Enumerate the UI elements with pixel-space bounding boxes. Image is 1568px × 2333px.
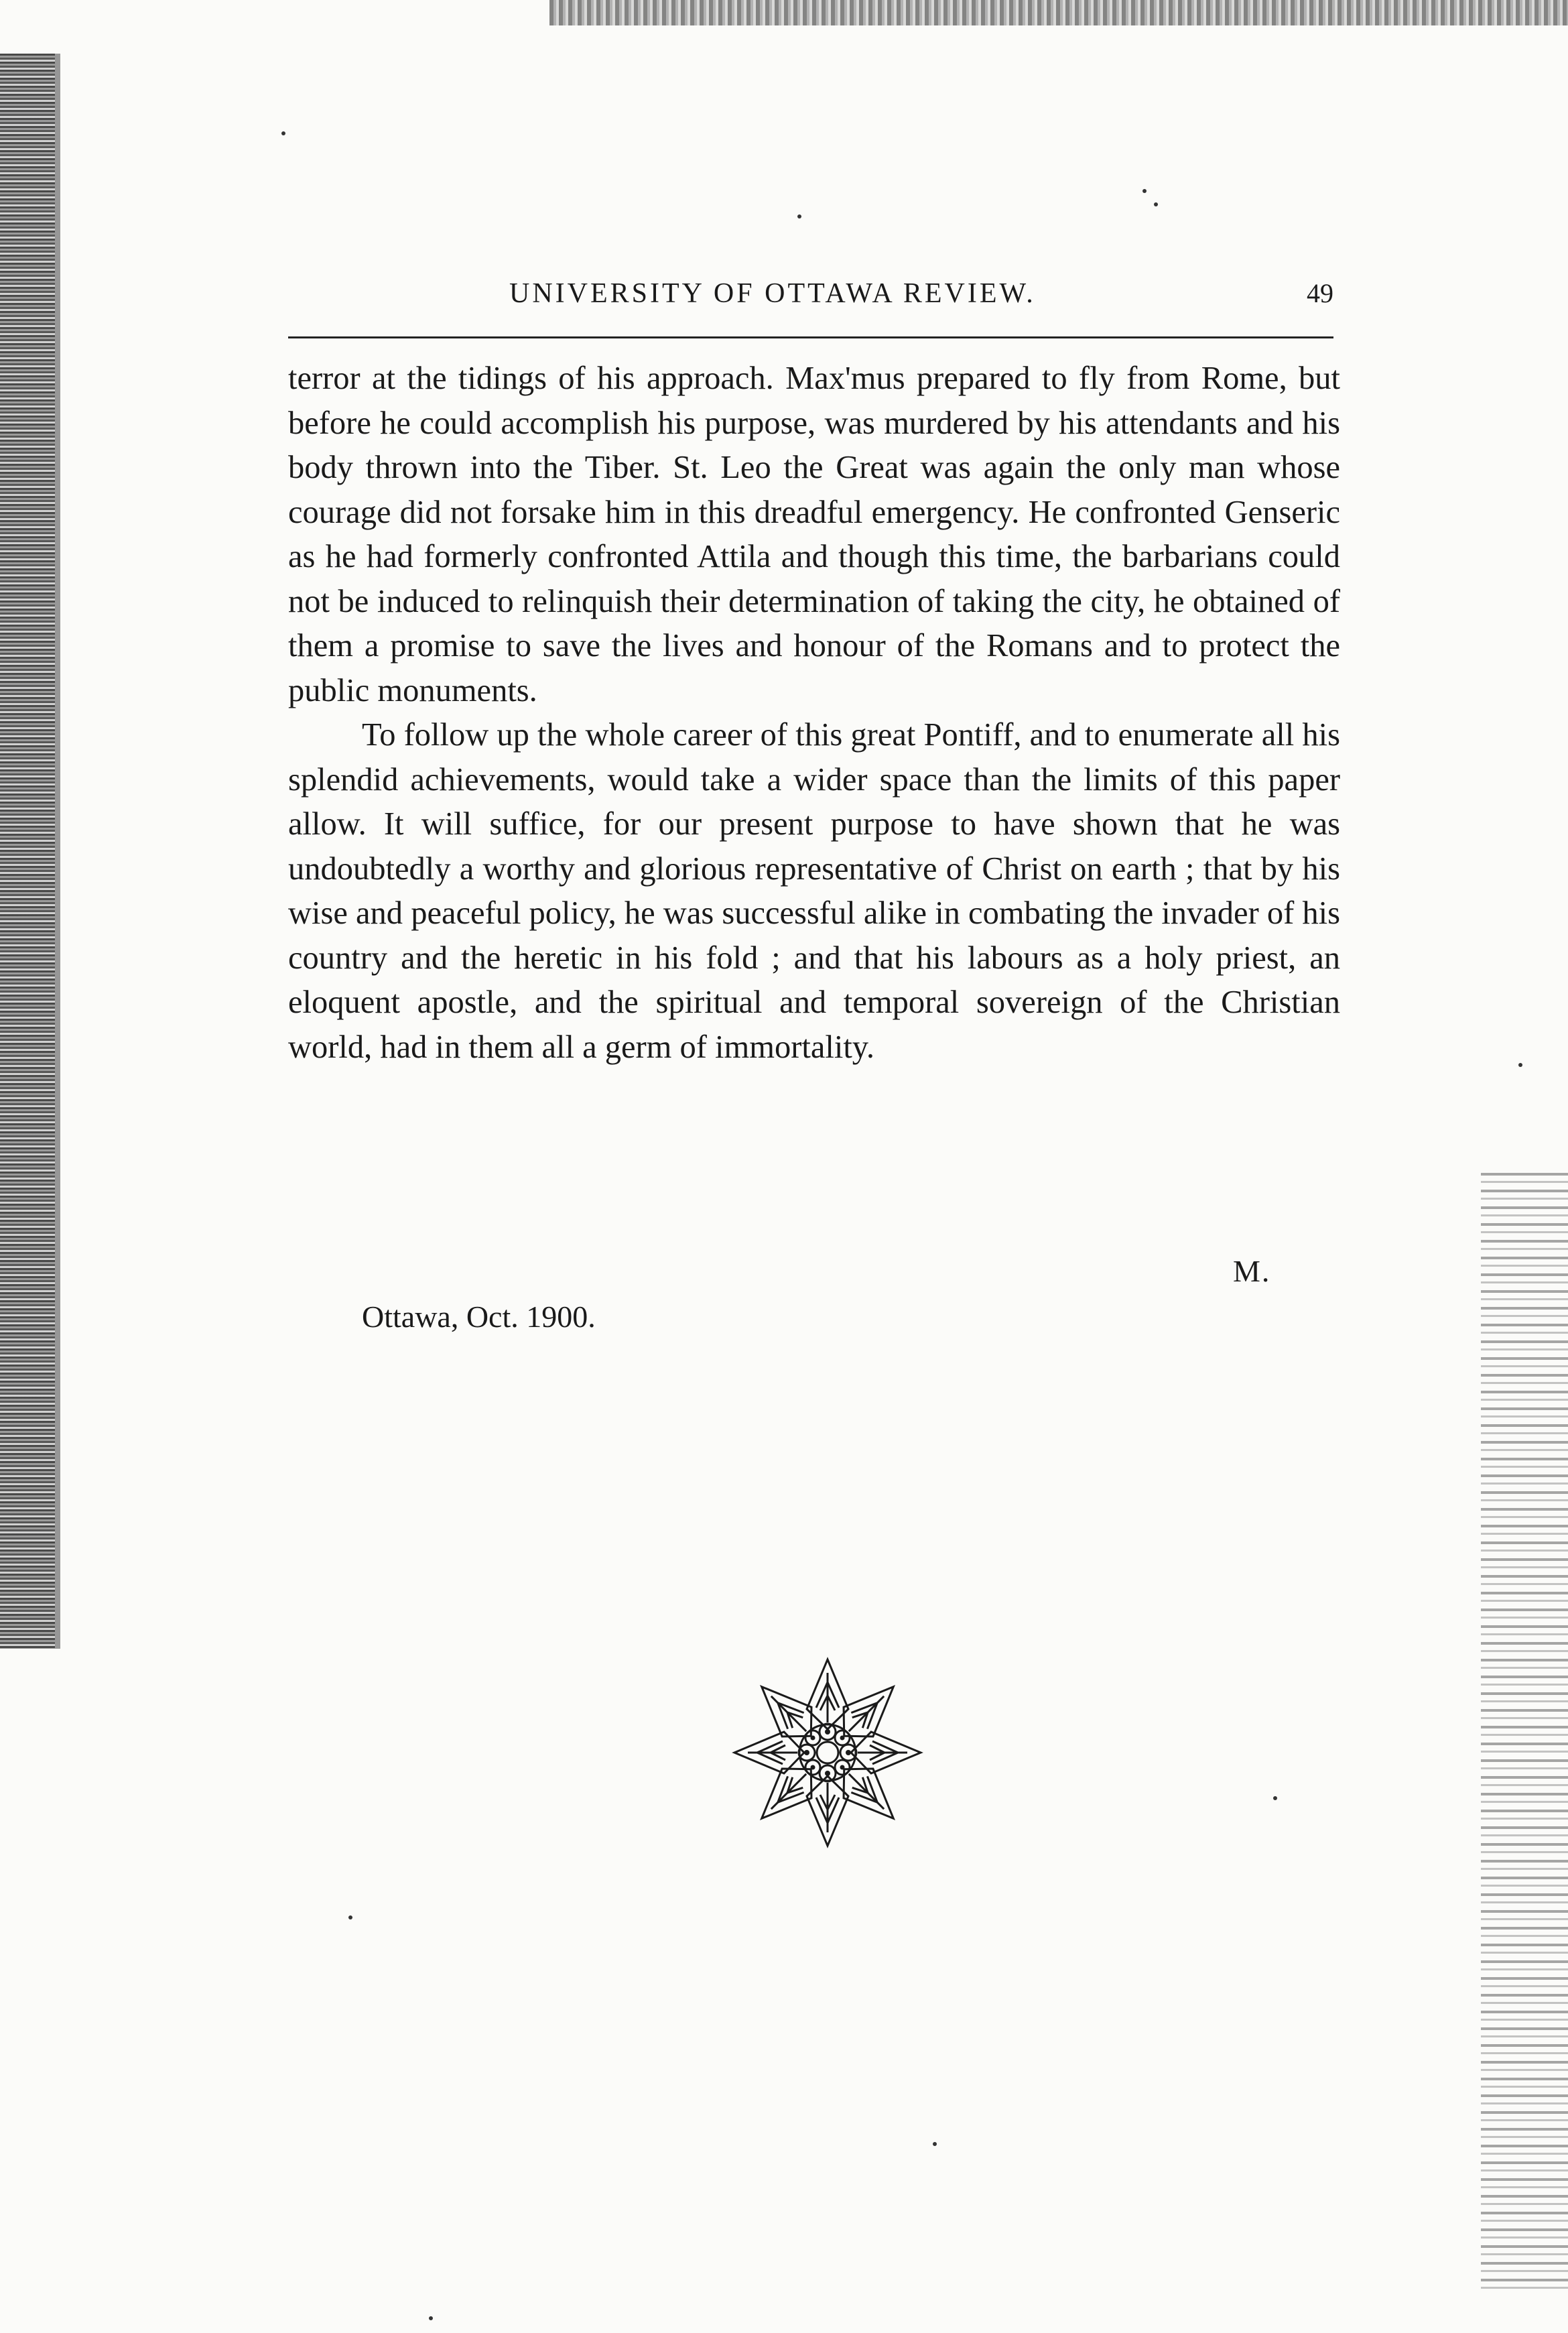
- journal-title: UNIVERSITY OF OTTAWA REVIEW.: [509, 278, 1036, 309]
- author-signature: M.: [1233, 1254, 1271, 1288]
- page-right-edge: [1481, 1166, 1568, 2292]
- page-binding-shadow: [55, 54, 60, 1649]
- paragraph: terror at the tidings of his approach. Max'mus prepared to fly from Rome, but before he could accomplish his purpose, was murdered by his attendants and his body thrown into the Tiber. St. Leo the Great was again the only man whose courage did not forsake him in this dreadful emergency. He confronted Genseric as he had formerly confronted Attila and though this time, the barbarians could not be induced to relinquish their determination of taking the city, he obtained of them a promise to save the lives and honour of the Romans and to protect the public monuments.: [288, 361, 1340, 708]
- page-binding-edge: [0, 54, 55, 1649]
- scan-speck: [348, 1915, 352, 1919]
- running-header: [288, 277, 1333, 324]
- scan-speck: [1142, 189, 1147, 193]
- scan-speck: [1518, 1063, 1522, 1067]
- scan-speck: [933, 2142, 937, 2146]
- scan-speck: [1154, 202, 1158, 206]
- page-top-edge: [549, 0, 1568, 25]
- scan-speck: [797, 214, 801, 218]
- dateline: Ottawa, Oct. 1900.: [362, 1300, 596, 1334]
- scan-speck: [281, 131, 285, 135]
- paragraph: To follow up the whole career of this great Pontiff, and to enumerate all his splendid achievements, would take a wider space than the limits of this paper allow. It will suffice, for our present purpose to have shown that he was undoubtedly a worthy and glorious representative of Christ on earth ; that by his wise and peaceful policy, he was successful alike in combating the invader of his country and the heretic in his fold ; and that his labours as a holy priest, an eloquent apostle, and the spiritual and temporal sovereign of the Christian world, had in them all a germ of immortality.: [288, 717, 1340, 1065]
- page-number: 49: [1307, 278, 1333, 308]
- article-body: [288, 357, 1340, 1070]
- scan-speck: [429, 2316, 433, 2320]
- scan-speck: [1273, 1796, 1277, 1800]
- floral-star-ornament-icon: [730, 1655, 925, 1850]
- header-rule: [288, 336, 1333, 338]
